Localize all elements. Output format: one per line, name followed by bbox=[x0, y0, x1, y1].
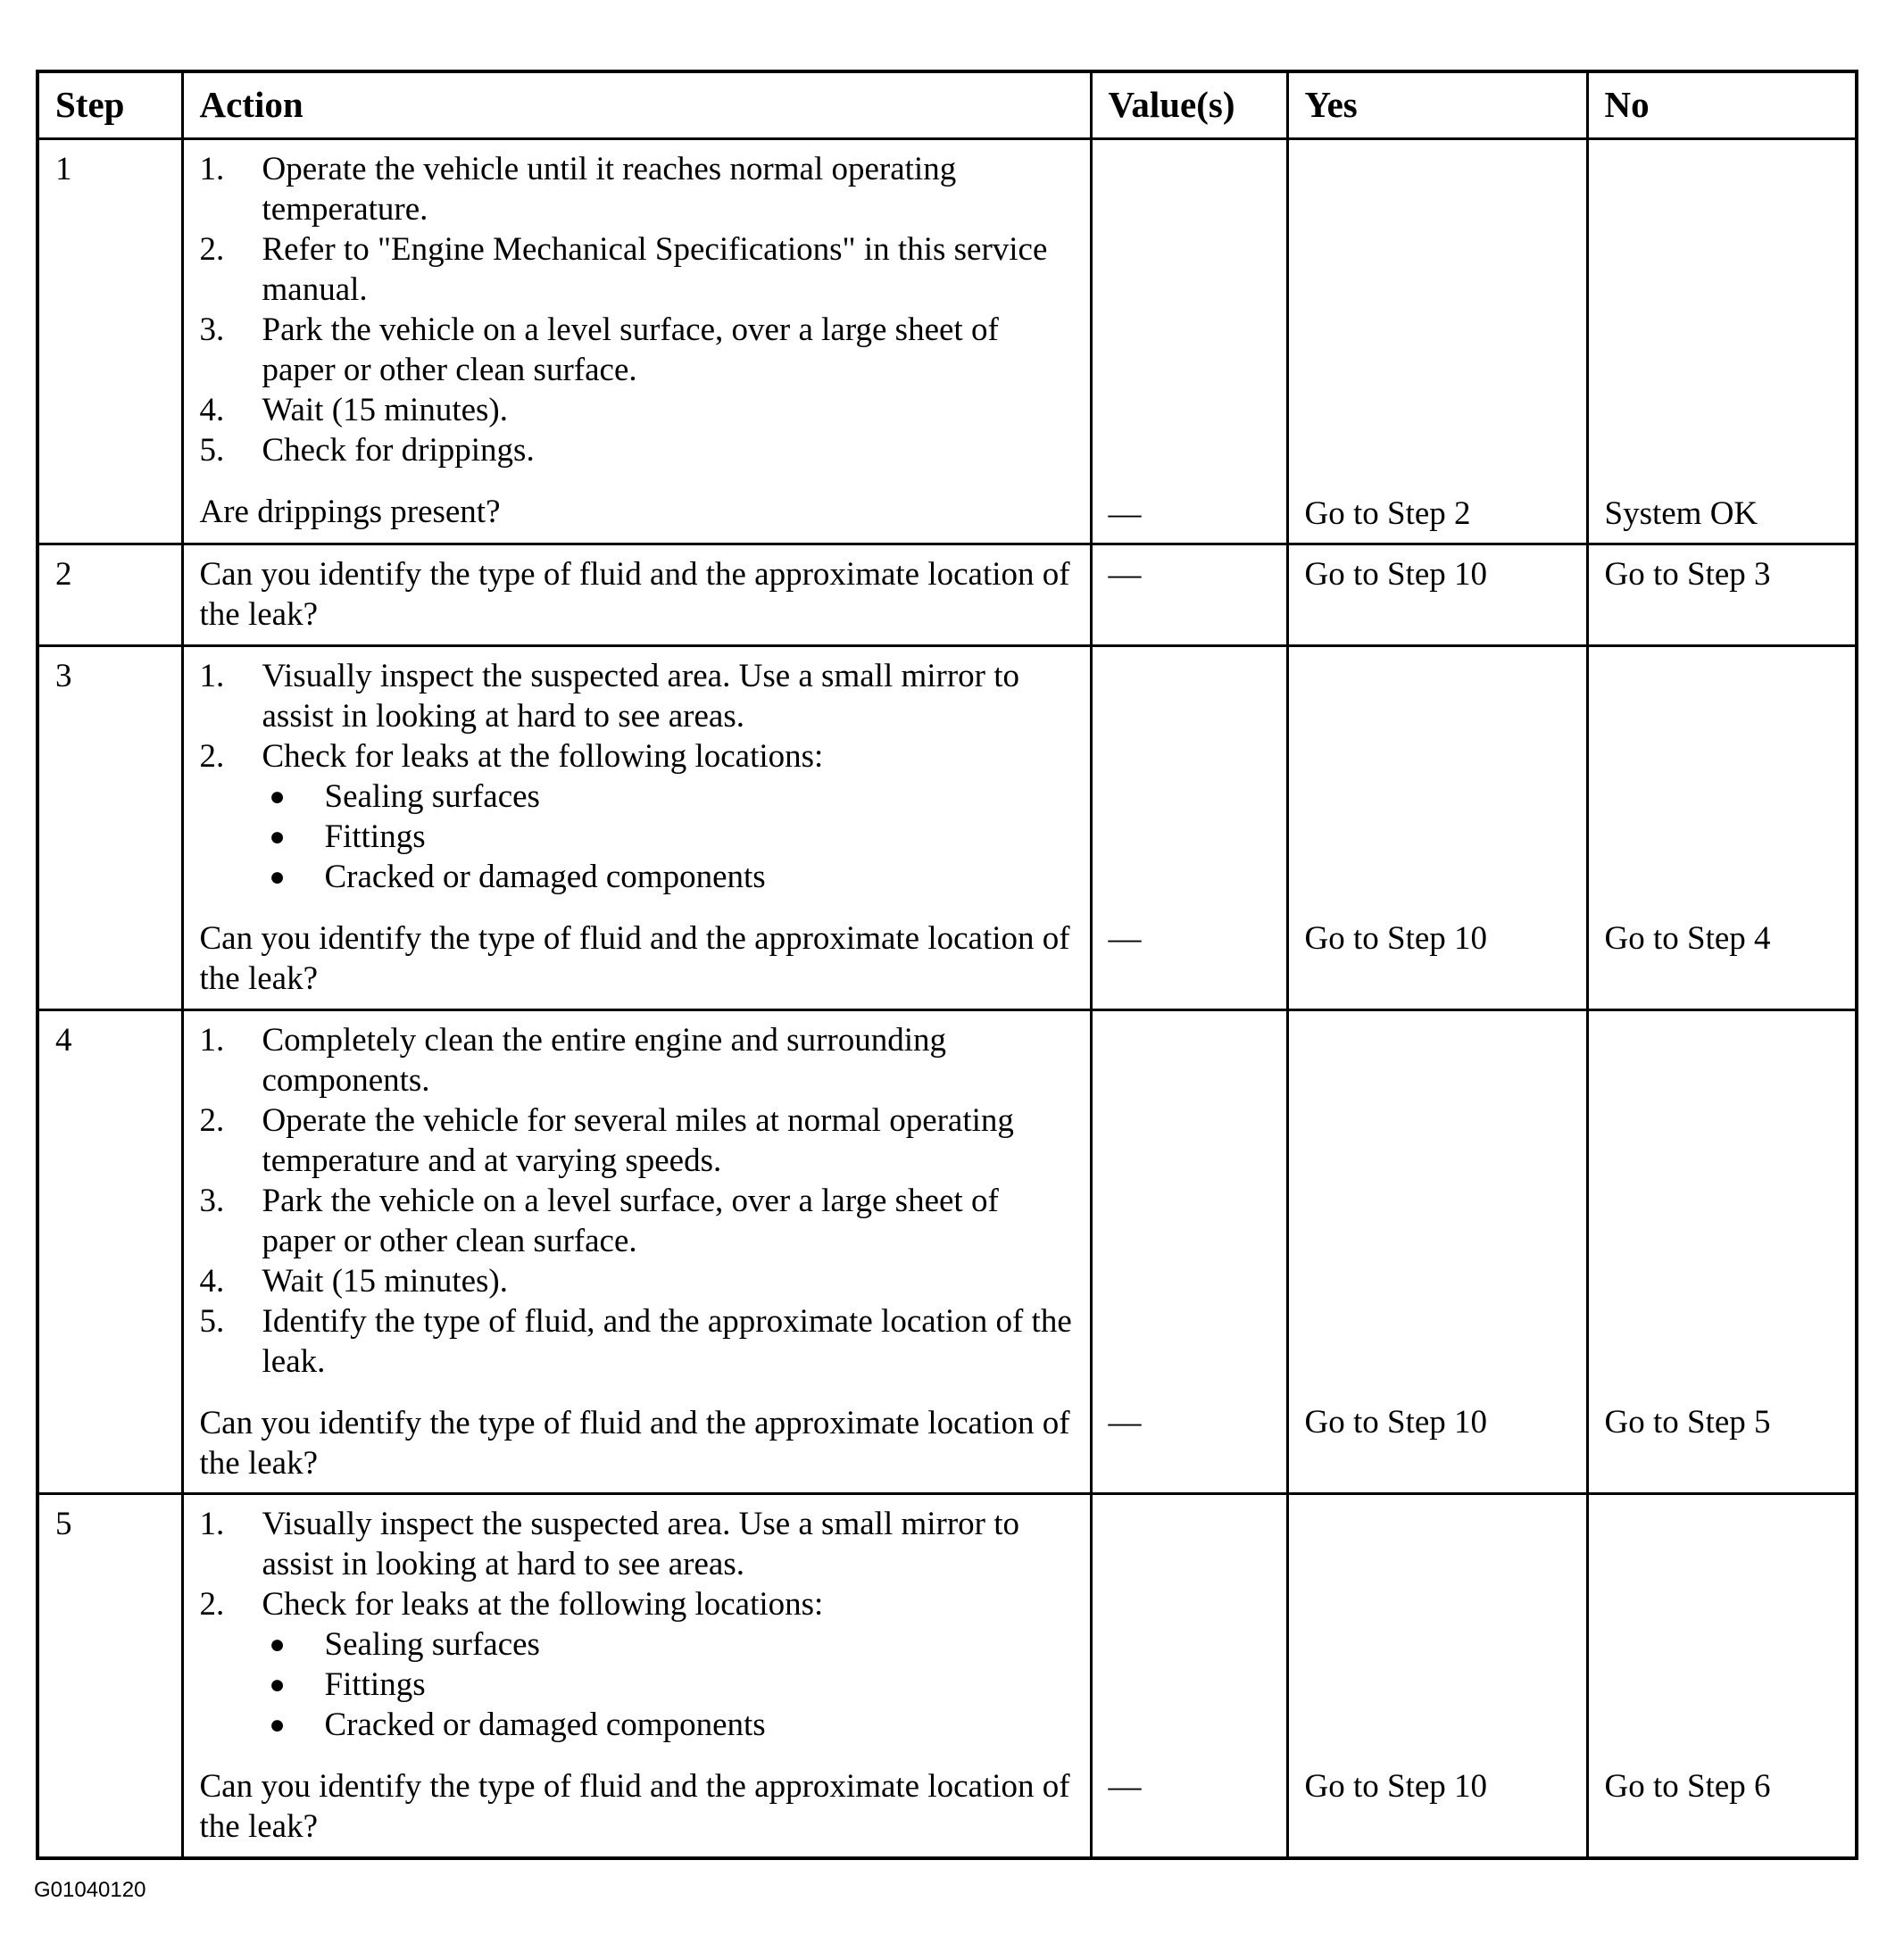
step-number: 1 bbox=[37, 139, 182, 544]
bullet-icon: ● bbox=[269, 1630, 286, 1659]
action-list bbox=[200, 656, 1074, 897]
action-question: Can you identify the type of fluid and the approximate location of the leak? bbox=[199, 1768, 1070, 1845]
action-question: Can you identify the type of fluid and the approximate location of the leak? bbox=[199, 1405, 1070, 1482]
no-cell: Go to Step 4 bbox=[1587, 646, 1857, 1010]
action-cell bbox=[182, 139, 1091, 544]
yes-cell: Go to Step 10 bbox=[1287, 544, 1587, 646]
action-text: Check for leaks at the following locations: bbox=[262, 738, 824, 775]
location-item bbox=[262, 1705, 1074, 1745]
action-list bbox=[200, 1020, 1074, 1382]
action-item bbox=[200, 390, 1074, 430]
step-number: 2 bbox=[37, 544, 182, 646]
value-cell: — bbox=[1091, 646, 1287, 1010]
yes-cell: Go to Step 10 bbox=[1287, 646, 1587, 1010]
action-text: Visually inspect the suspected area. Use a small mirror to assist in looking at hard to see areas. bbox=[262, 1506, 1020, 1582]
action-text: Completely clean the entire engine and surrounding components. bbox=[262, 1022, 946, 1099]
action-item bbox=[200, 310, 1074, 390]
no-cell: Go to Step 6 bbox=[1587, 1494, 1857, 1858]
bullet-icon: ● bbox=[269, 862, 286, 892]
action-item bbox=[200, 1301, 1074, 1382]
action-number: 2. bbox=[199, 231, 225, 268]
step-number: 3 bbox=[37, 646, 182, 1010]
table-row bbox=[37, 139, 1857, 544]
yes-cell: Go to Step 2 bbox=[1287, 139, 1587, 544]
action-number: 1. bbox=[199, 1022, 225, 1059]
bullet-icon: ● bbox=[269, 822, 286, 851]
header-no: No bbox=[1587, 71, 1857, 139]
action-text: Wait (15 minutes). bbox=[262, 1263, 508, 1300]
location-list bbox=[262, 1624, 1074, 1745]
table-row bbox=[37, 1494, 1857, 1858]
action-question: Are drippings present? bbox=[199, 494, 501, 530]
yes-cell: Go to Step 10 bbox=[1287, 1494, 1587, 1858]
location-item bbox=[262, 1624, 1074, 1665]
header-action: Action bbox=[182, 71, 1091, 139]
value-cell: — bbox=[1091, 1494, 1287, 1858]
location-item bbox=[262, 817, 1074, 857]
location-item bbox=[262, 777, 1074, 817]
location-item bbox=[262, 857, 1074, 897]
action-text: Identify the type of fluid, and the approximate location of the leak. bbox=[262, 1303, 1072, 1380]
action-question: Can you identify the type of fluid and the approximate location of the leak? bbox=[199, 920, 1070, 997]
action-text: Park the vehicle on a level surface, over a large sheet of paper or other clean surface. bbox=[262, 311, 999, 388]
action-item bbox=[200, 1181, 1074, 1261]
table-row bbox=[37, 1010, 1857, 1494]
bullet-icon: ● bbox=[269, 782, 286, 811]
table-row bbox=[37, 646, 1857, 1010]
location-text: Cracked or damaged components bbox=[324, 1707, 766, 1743]
action-item bbox=[200, 656, 1074, 736]
header-yes: Yes bbox=[1287, 71, 1587, 139]
action-item bbox=[200, 149, 1074, 229]
table-row bbox=[37, 544, 1857, 646]
action-list bbox=[200, 149, 1074, 470]
location-item bbox=[262, 1665, 1074, 1705]
action-text: Check for leaks at the following locations: bbox=[262, 1586, 824, 1623]
action-text: Wait (15 minutes). bbox=[262, 392, 508, 428]
action-item bbox=[200, 229, 1074, 310]
bullet-icon: ● bbox=[269, 1670, 286, 1699]
action-text: Visually inspect the suspected area. Use a small mirror to assist in looking at hard to see areas. bbox=[262, 658, 1020, 735]
value-cell: — bbox=[1091, 1010, 1287, 1494]
action-question: Can you identify the type of fluid and the approximate location of the leak? bbox=[199, 556, 1070, 633]
action-number: 1. bbox=[199, 1506, 225, 1542]
header-row bbox=[37, 71, 1857, 139]
action-item bbox=[200, 1504, 1074, 1584]
action-item bbox=[200, 430, 1074, 470]
action-number: 2. bbox=[199, 1586, 225, 1623]
header-values: Value(s) bbox=[1091, 71, 1287, 139]
action-number: 2. bbox=[199, 1102, 225, 1139]
action-cell bbox=[182, 646, 1091, 1010]
action-number: 1. bbox=[199, 151, 225, 187]
header-step: Step bbox=[37, 71, 182, 139]
location-text: Sealing surfaces bbox=[324, 1626, 540, 1663]
action-text: Operate the vehicle for several miles at normal operating temperature and at varying speeds. bbox=[262, 1102, 1014, 1179]
action-item bbox=[200, 1020, 1074, 1100]
location-text: Sealing surfaces bbox=[324, 778, 540, 815]
action-cell bbox=[182, 544, 1091, 646]
action-number: 4. bbox=[199, 1263, 225, 1300]
no-cell: System OK bbox=[1587, 139, 1857, 544]
action-item bbox=[200, 1261, 1074, 1301]
value-cell: — bbox=[1091, 139, 1287, 544]
action-item bbox=[200, 1100, 1074, 1181]
action-item bbox=[200, 1584, 1074, 1745]
action-item bbox=[200, 736, 1074, 897]
value-cell: — bbox=[1091, 544, 1287, 646]
yes-cell: Go to Step 10 bbox=[1287, 1010, 1587, 1494]
action-number: 5. bbox=[199, 1303, 225, 1340]
no-cell: Go to Step 5 bbox=[1587, 1010, 1857, 1494]
action-text: Operate the vehicle until it reaches normal operating temperature. bbox=[262, 151, 957, 228]
action-number: 4. bbox=[199, 392, 225, 428]
location-text: Cracked or damaged components bbox=[324, 859, 766, 895]
action-text: Refer to "Engine Mechanical Specifications" in this service manual. bbox=[262, 231, 1048, 308]
location-list bbox=[262, 777, 1074, 897]
location-text: Fittings bbox=[324, 818, 426, 855]
diagnostic-table bbox=[36, 70, 1858, 1860]
figure-code: G01040120 bbox=[34, 1878, 146, 1902]
action-number: 1. bbox=[199, 658, 225, 694]
action-number: 3. bbox=[199, 311, 225, 348]
no-cell: Go to Step 3 bbox=[1587, 544, 1857, 646]
action-number: 2. bbox=[199, 738, 225, 775]
step-number: 4 bbox=[37, 1010, 182, 1494]
action-text: Park the vehicle on a level surface, over a large sheet of paper or other clean surface. bbox=[262, 1183, 999, 1259]
action-cell bbox=[182, 1010, 1091, 1494]
action-list bbox=[200, 1504, 1074, 1745]
action-cell bbox=[182, 1494, 1091, 1858]
action-number: 5. bbox=[199, 432, 225, 469]
bullet-icon: ● bbox=[269, 1710, 286, 1740]
location-text: Fittings bbox=[324, 1666, 426, 1703]
step-number: 5 bbox=[37, 1494, 182, 1858]
action-text: Check for drippings. bbox=[262, 432, 535, 469]
action-number: 3. bbox=[199, 1183, 225, 1219]
